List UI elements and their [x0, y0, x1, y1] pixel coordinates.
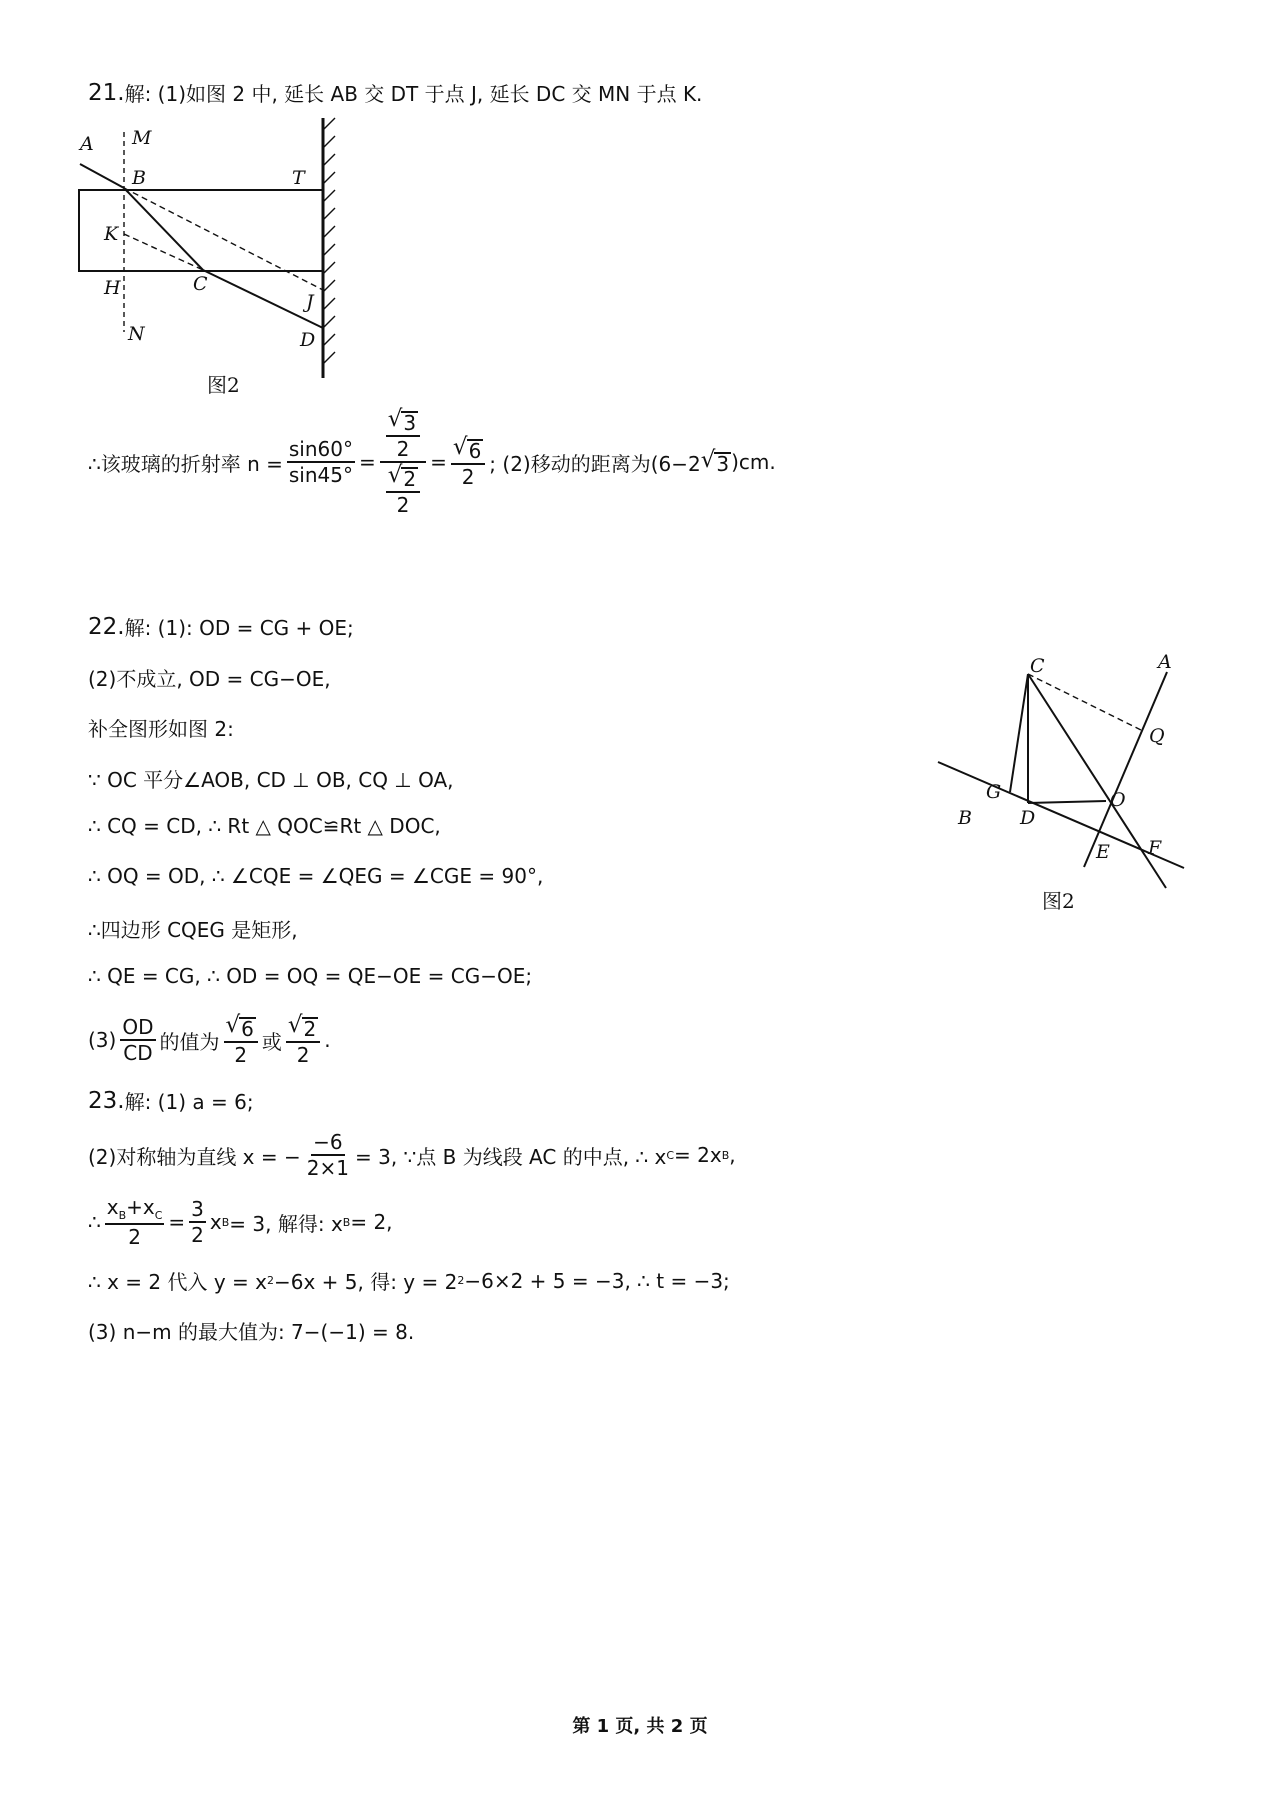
q22-number: 22.	[88, 613, 125, 640]
q22-or: 或	[261, 1029, 282, 1054]
fraction-sqrt6-over-2-b: √ 6 2	[224, 1014, 258, 1066]
label-d2: D	[1020, 807, 1036, 829]
label-k: K	[104, 223, 119, 245]
x-b-sub: B	[118, 1208, 127, 1222]
fraction-sin-den: sin45°	[288, 463, 353, 487]
label-g: G	[986, 781, 1002, 803]
q22-line1	[88, 612, 354, 641]
ray-bc	[124, 188, 203, 270]
label-n: N	[128, 323, 145, 345]
q23-solve-end: = 2,	[350, 1210, 393, 1234]
dashed-extension-kc	[124, 234, 203, 270]
fraction-midpoint	[105, 1196, 165, 1248]
q22-line7: ∴四边形 CQEG 是矩形,	[88, 918, 298, 942]
label-o: O	[1110, 789, 1126, 811]
q22-line3: 补全图形如图 2:	[88, 717, 234, 741]
q22-text-1: 解: (1): OD = CG + OE;	[124, 616, 354, 640]
fraction-sqrt2-over-2-b: √ 2 2	[286, 1014, 320, 1066]
label-h: H	[104, 277, 121, 299]
q22-line2: (2)不成立, OD = CG−OE,	[88, 667, 331, 691]
ray-ab	[80, 164, 124, 188]
fraction-axis-den: 2×1	[306, 1156, 349, 1180]
q22-line4: ∵ OC 平分∠AOB, CD ⊥ OB, CQ ⊥ OA,	[88, 768, 454, 792]
equals-sign: =	[358, 450, 376, 474]
label-c2: C	[1030, 655, 1045, 677]
label-m: M	[132, 127, 152, 149]
q23-line2	[88, 1127, 736, 1183]
q23-substitute-mid: −6x + 5, 得: y = 2	[273, 1270, 458, 1294]
q23-axis-prefix: (2)对称轴为直线 x = −	[88, 1144, 301, 1169]
fraction-sqrt6-over-2: √ 6 2	[451, 436, 485, 488]
q23-line1	[88, 1086, 254, 1115]
sub-c: C	[666, 1148, 675, 1162]
q23-therefore: ∴	[88, 1210, 101, 1234]
sup-2b: 2	[457, 1274, 465, 1287]
q23-axis-text-2: = 2x	[674, 1143, 722, 1167]
fraction-cd: CD	[123, 1041, 153, 1065]
q23-number: 23.	[88, 1087, 125, 1114]
q21-number: 21.	[88, 79, 125, 106]
label-d: D	[300, 329, 316, 351]
label-c: C	[193, 273, 208, 295]
den-2c: 2	[461, 465, 475, 489]
fraction-compound-num	[380, 408, 426, 463]
q22-line8: ∴ QE = CG, ∴ OD = OQ = QE−OE = CG−OE;	[88, 964, 533, 988]
label-f: F	[1148, 837, 1162, 859]
sup-2a: 2	[266, 1274, 274, 1287]
x-c-sub: C	[154, 1208, 163, 1222]
sqrt6-b: 6	[241, 1017, 254, 1041]
sqrt2-b: 2	[303, 1017, 317, 1041]
sub-b3: B	[342, 1215, 351, 1229]
q22-line5: ∴ CQ = CD, ∴ Rt △ QOC≌Rt △ DOC,	[88, 814, 441, 838]
fraction-compound	[380, 408, 426, 516]
fraction-two: 2	[191, 1223, 204, 1247]
q23-text-1: 解: (1) a = 6;	[124, 1090, 254, 1114]
fraction-compound-den	[380, 463, 426, 516]
fraction-sin	[287, 438, 355, 486]
den-2e: 2	[296, 1043, 310, 1067]
q23-line4	[88, 1266, 730, 1295]
label-q: Q	[1149, 725, 1165, 747]
label-j: J	[306, 291, 314, 313]
mirror-hatching	[323, 118, 335, 364]
label-a2: A	[1158, 651, 1172, 673]
q23-axis-end: ,	[729, 1143, 736, 1167]
q21-distance-end: )cm.	[731, 450, 776, 474]
sqrt6: 6	[468, 439, 482, 463]
fraction-three: 3	[191, 1197, 204, 1221]
q23-axis-text: = 3, ∵点 B 为线段 AC 的中点, ∴ x	[354, 1144, 667, 1169]
equals-sign-3: =	[168, 1210, 186, 1234]
den-2d: 2	[234, 1043, 248, 1067]
q21-figure-refraction	[70, 110, 410, 400]
ray-cd	[203, 270, 323, 328]
q22-line9	[88, 1010, 331, 1070]
den-2b: 2	[396, 493, 410, 517]
fraction-midpoint-num	[105, 1196, 165, 1225]
q23-line5: (3) n−m 的最大值为: 7−(−1) = 8.	[88, 1320, 415, 1344]
sqrt3-distance-value: 3	[716, 452, 730, 476]
dashed-extension-bj	[124, 188, 323, 290]
sqrt3-distance: √ 3	[700, 447, 730, 476]
label-b: B	[132, 167, 146, 189]
q23-solve-x: x	[209, 1210, 222, 1234]
label-t: T	[292, 167, 305, 189]
label-a: A	[80, 133, 94, 155]
plus-x-c: +x	[126, 1194, 155, 1219]
sub-b: B	[721, 1148, 730, 1162]
q23-line3	[88, 1194, 393, 1250]
q22-line6: ∴ OQ = OD, ∴ ∠CQE = ∠QEG = ∠CGE = 90°,	[88, 864, 544, 888]
sqrt3: 3	[403, 411, 417, 435]
q21-figure-caption: 图2	[207, 373, 240, 397]
q23-substitute-text: ∴ x = 2 代入 y = x	[88, 1270, 267, 1294]
fraction-axis-num: −6	[313, 1130, 343, 1154]
q23-solve-text: = 3, 解得: x	[229, 1211, 343, 1236]
page-footer: 第 1 页, 共 2 页	[572, 1716, 708, 1737]
sqrt2: 2	[403, 467, 417, 491]
q21-text-1: 解: (1)如图 2 中, 延长 AB 交 DT 于点 J, 延长 DC 交 MN 于点 K.	[124, 82, 703, 106]
fraction-sqrt2-over-2: √ 2 2	[386, 464, 420, 516]
fraction-three-halves	[189, 1198, 206, 1246]
fraction-od-cd	[120, 1016, 155, 1064]
fraction-od: OD	[122, 1015, 154, 1039]
q21-distance-text: ; (2)移动的距离为(6−2	[489, 451, 701, 476]
fraction-axis	[305, 1131, 351, 1179]
q22-figure-angle-bisector	[930, 650, 1190, 920]
q22-figure-caption: 图2	[1042, 889, 1075, 913]
q23-substitute-end: −6×2 + 5 = −3, ∴ t = −3;	[464, 1268, 730, 1293]
den-2a: 2	[396, 437, 410, 461]
q22-end: .	[324, 1028, 331, 1052]
label-e: E	[1096, 841, 1110, 863]
q21-line2	[88, 406, 776, 517]
x-b: x	[106, 1194, 119, 1219]
fraction-midpoint-den: 2	[128, 1225, 141, 1250]
q21-line1	[88, 78, 702, 107]
sub-b2: B	[221, 1215, 230, 1229]
q22-value-text: 的值为	[159, 1029, 220, 1054]
segment-cg	[1010, 674, 1028, 792]
q22-part3-prefix: (3)	[88, 1028, 117, 1052]
label-b2: B	[958, 807, 972, 829]
fraction-sin-num: sin60°	[288, 437, 353, 461]
segment-do	[1028, 801, 1106, 803]
q21-refraction-prefix: ∴该玻璃的折射率 n =	[88, 451, 283, 476]
fraction-sqrt3-over-2: √ 3 2	[386, 408, 420, 460]
equals-sign-2: =	[430, 450, 447, 474]
